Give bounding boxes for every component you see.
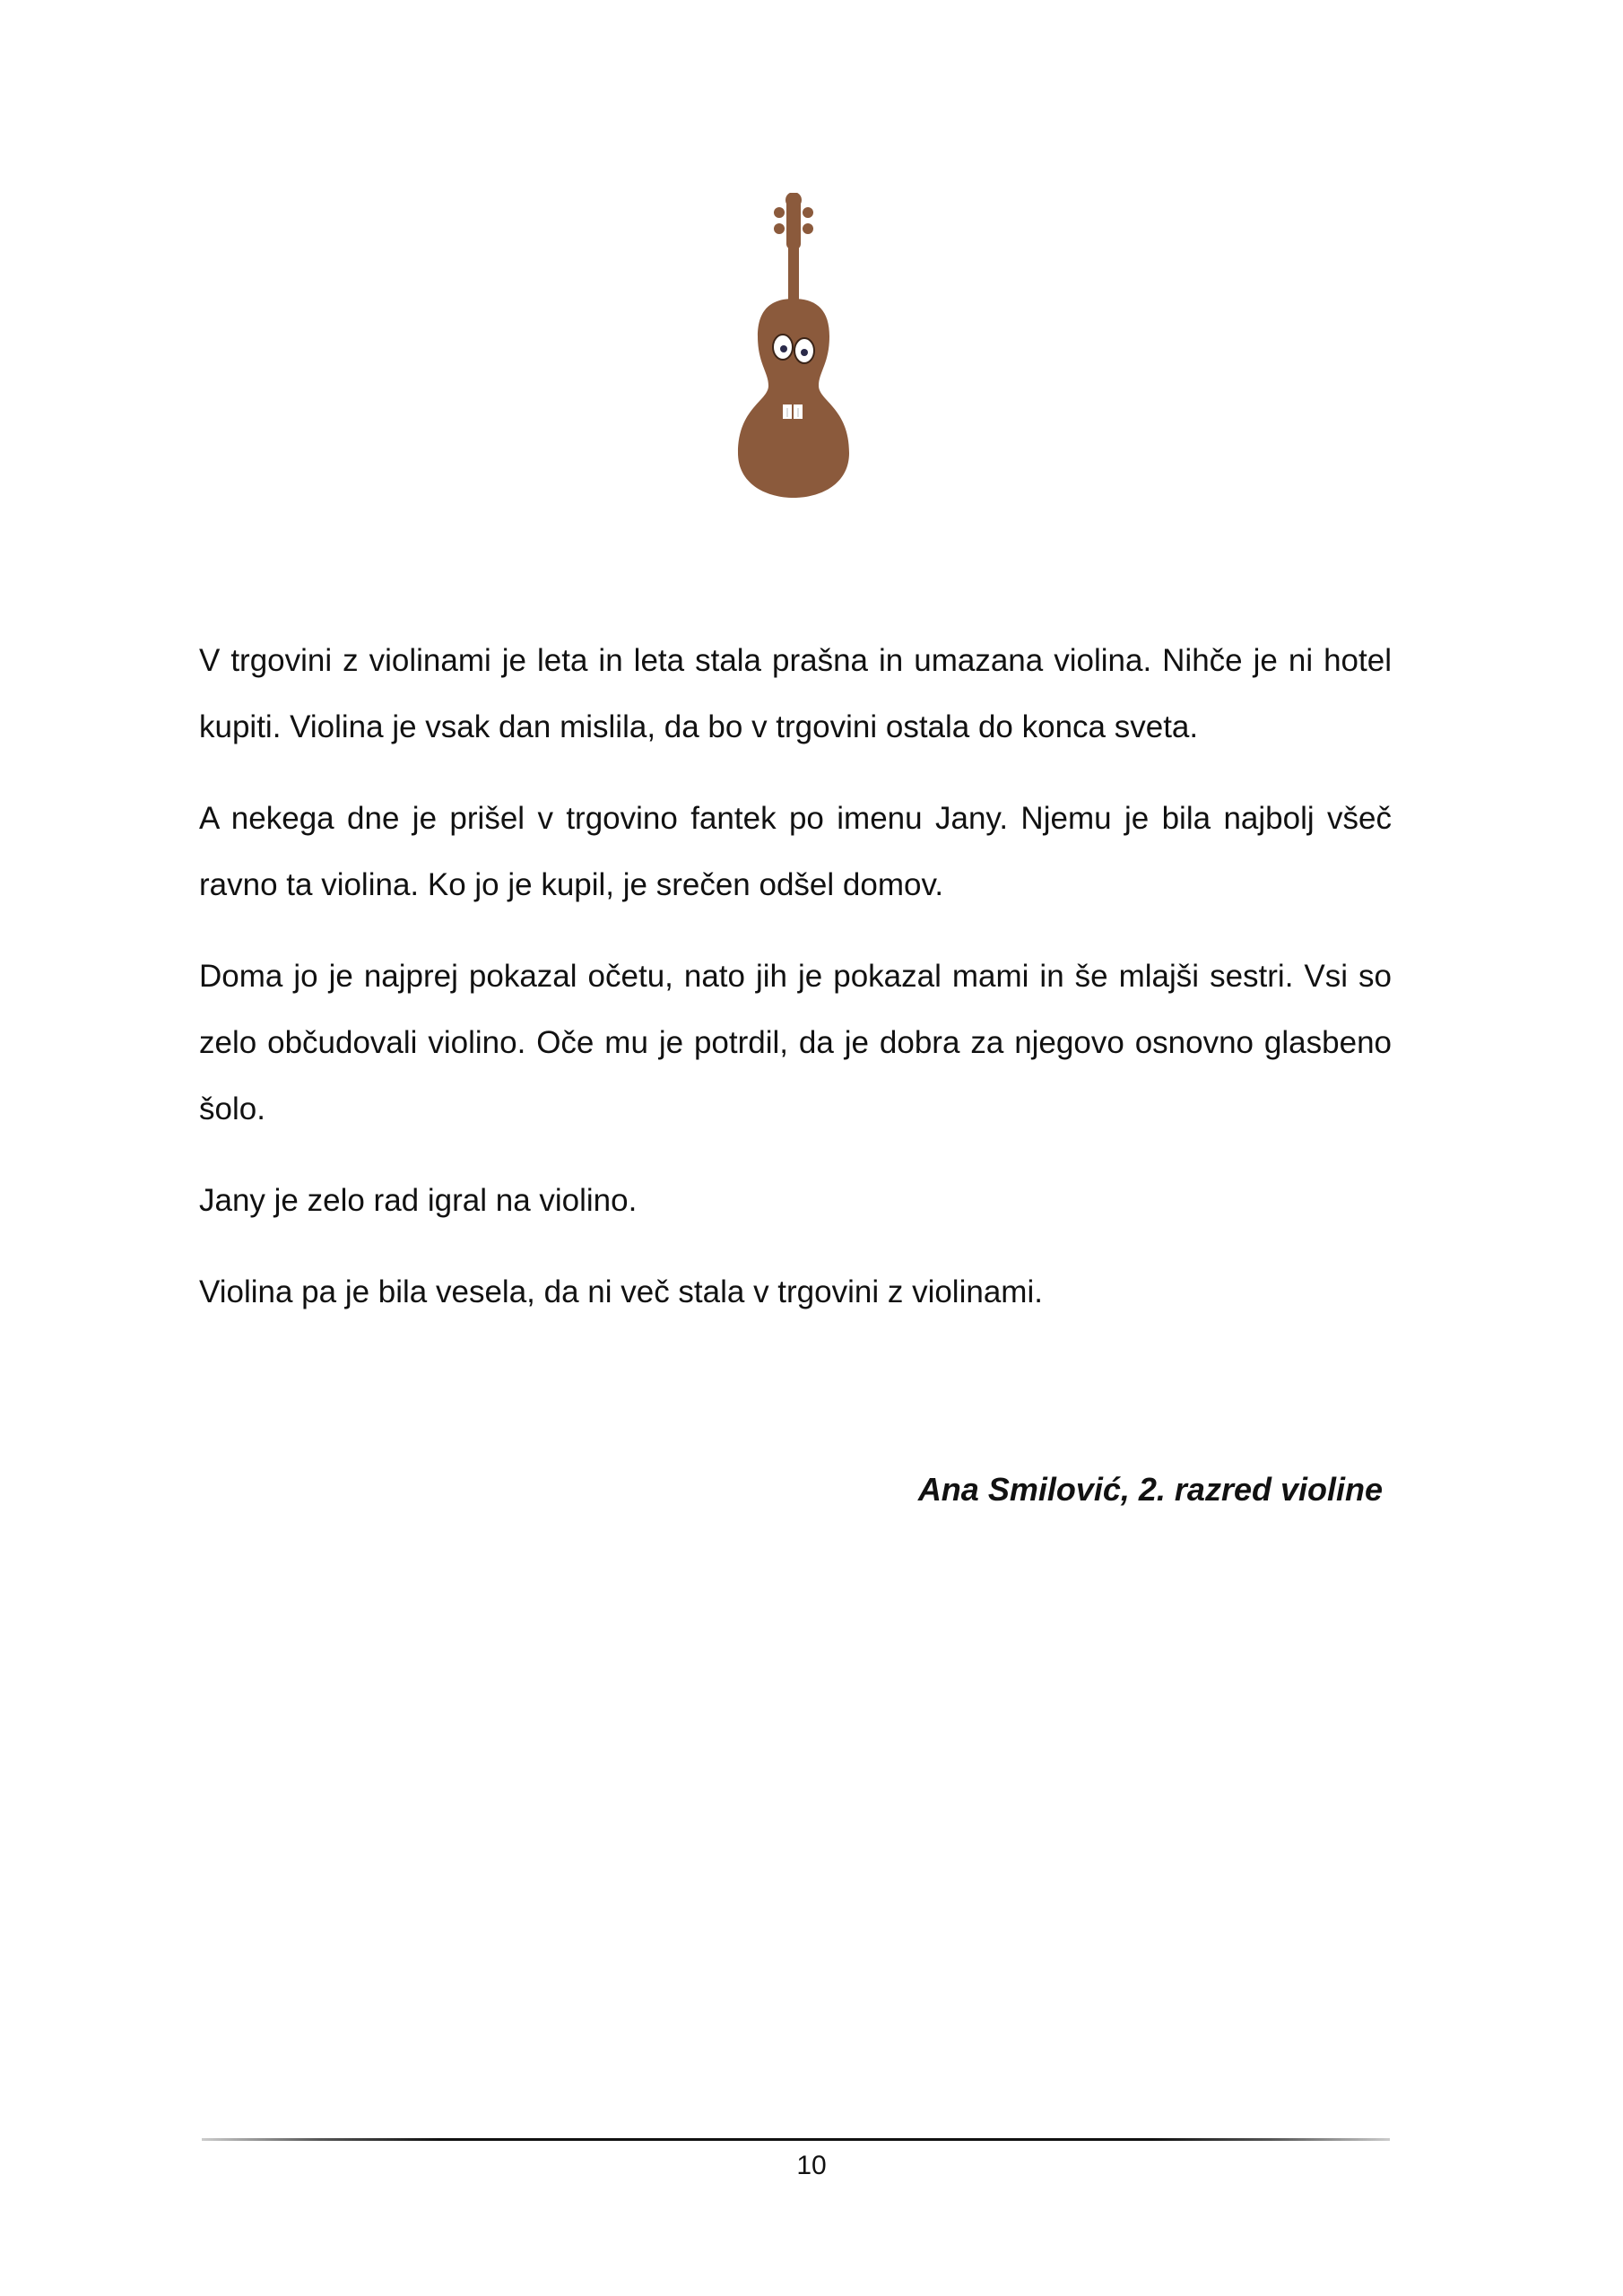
violin-illustration [722,193,865,507]
footer-divider [202,2138,1390,2142]
story-paragraph-2: A nekega dne je prišel v trgovino fantek po imenu Jany. Njemu je bila najbolj všeč ravno ta violina. Ko jo je kupil, je srečen odšel domov. [199,801,1392,902]
violin-character-icon [722,193,865,507]
page-number: 10 [796,2151,827,2180]
author-signature: Ana Smilović, 2. razred violine [917,1471,1383,1508]
story-paragraph-1: V trgovini z violinami je leta in leta stala prašna in umazana violina. Nihče je ni hotel kupiti. Violina je vsak dan mislila, da bo v trgovini ostala do konca sveta. [199,643,1392,744]
story-paragraph-5: Violina pa je bila vesela, da ni več stala v trgovini z violinami. [199,1274,1043,1309]
story-paragraph-3: Doma jo je najprej pokazal očetu, nato jih je pokazal mami in še mlajši sestri. Vsi so zelo občudovali violino. Oče mu je potrdil, da je dobra za njegovo osnovno glasbeno šolo. [199,959,1392,1126]
story-text [199,628,1392,1351]
story-paragraph-4: Jany je zelo rad igral na violino. [199,1183,638,1218]
